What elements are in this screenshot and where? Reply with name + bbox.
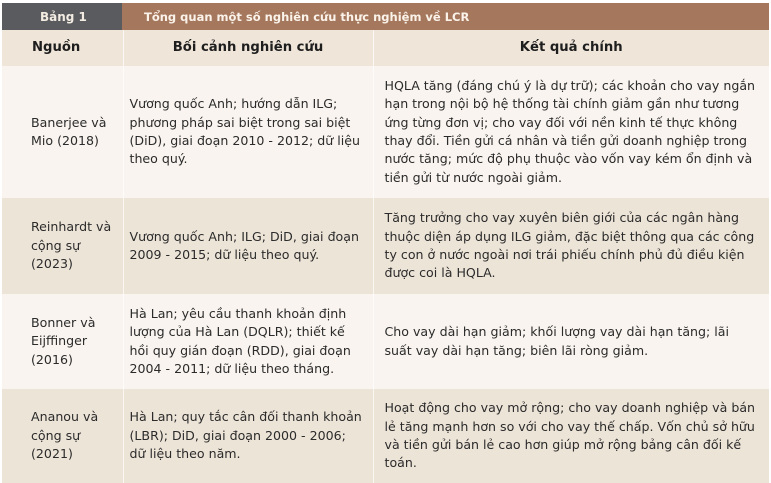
cell-context: Hà Lan; yêu cầu thanh khoản định lượng của Hà Lan (DQLR); thiết kế hồi quy gián đoạn (RDD), giai đoạn 2004 - 2011; dữ liệu theo tháng. bbox=[123, 294, 373, 389]
cell-source: Banerjee và Mio (2018) bbox=[2, 66, 123, 198]
column-header-source: Nguồn bbox=[2, 30, 123, 66]
cell-context: Hà Lan; quy tắc cân đối thanh khoản (LBR); DiD, giai đoạn 2000 - 2006; dữ liệu theo năm. bbox=[123, 389, 373, 483]
cell-source: Bonner và Eijffinger (2016) bbox=[2, 294, 123, 389]
table-figure bbox=[2, 3, 769, 483]
table-title-bar bbox=[2, 3, 769, 30]
column-header-result: Kết quả chính bbox=[373, 30, 769, 66]
cell-result: HQLA tăng (đáng chú ý là dự trữ); các khoản cho vay ngắn hạn trong nội bộ hệ thống tài chính giảm gần như tương ứng từng đơn vị; cho vay đối với nền kinh tế thực không thay đổi. Tiền gửi cá nhân và tiền gửi doanh nghiệp trong nước tăng; mức độ phụ thuộc vào vốn vay kém ổn định và tiền gửi từ nước ngoài giảm. bbox=[373, 66, 769, 198]
table-row bbox=[2, 294, 769, 389]
cell-context: Vương quốc Anh; hướng dẫn ILG; phương pháp sai biệt trong sai biệt (DiD), giai đoạn 2010 - 2012; dữ liệu theo quý. bbox=[123, 66, 373, 198]
cell-source: Reinhardt và cộng sự (2023) bbox=[2, 198, 123, 294]
column-header-context: Bối cảnh nghiên cứu bbox=[123, 30, 373, 66]
table-row bbox=[2, 198, 769, 294]
cell-context: Vương quốc Anh; ILG; DiD, giai đoạn 2009 - 2015; dữ liệu theo quý. bbox=[123, 198, 373, 294]
lcr-studies-table bbox=[2, 30, 769, 483]
table-row bbox=[2, 389, 769, 483]
cell-result: Cho vay dài hạn giảm; khối lượng vay dài hạn tăng; lãi suất vay dài hạn tăng; biên lãi ròng giảm. bbox=[373, 294, 769, 389]
table-title: Tổng quan một số nghiên cứu thực nghiệm về LCR bbox=[122, 3, 769, 30]
cell-source: Ananou và cộng sự (2021) bbox=[2, 389, 123, 483]
table-number-label: Bảng 1 bbox=[2, 3, 122, 30]
cell-result: Hoạt động cho vay mở rộng; cho vay doanh nghiệp và bán lẻ tăng mạnh hơn so với cho vay thế chấp. Vốn chủ sở hữu và tiền gửi bán lẻ cao hơn giúp mở rộng bảng cân đối kế toán. bbox=[373, 389, 769, 483]
table-row bbox=[2, 66, 769, 198]
cell-result: Tăng trưởng cho vay xuyên biên giới của các ngân hàng thuộc diện áp dụng ILG giảm, đặc biệt thông qua các công ty con ở nước ngoài nơi trái phiếu chính phủ đủ điều kiện được coi là HQLA. bbox=[373, 198, 769, 294]
table-header-row bbox=[2, 30, 769, 66]
